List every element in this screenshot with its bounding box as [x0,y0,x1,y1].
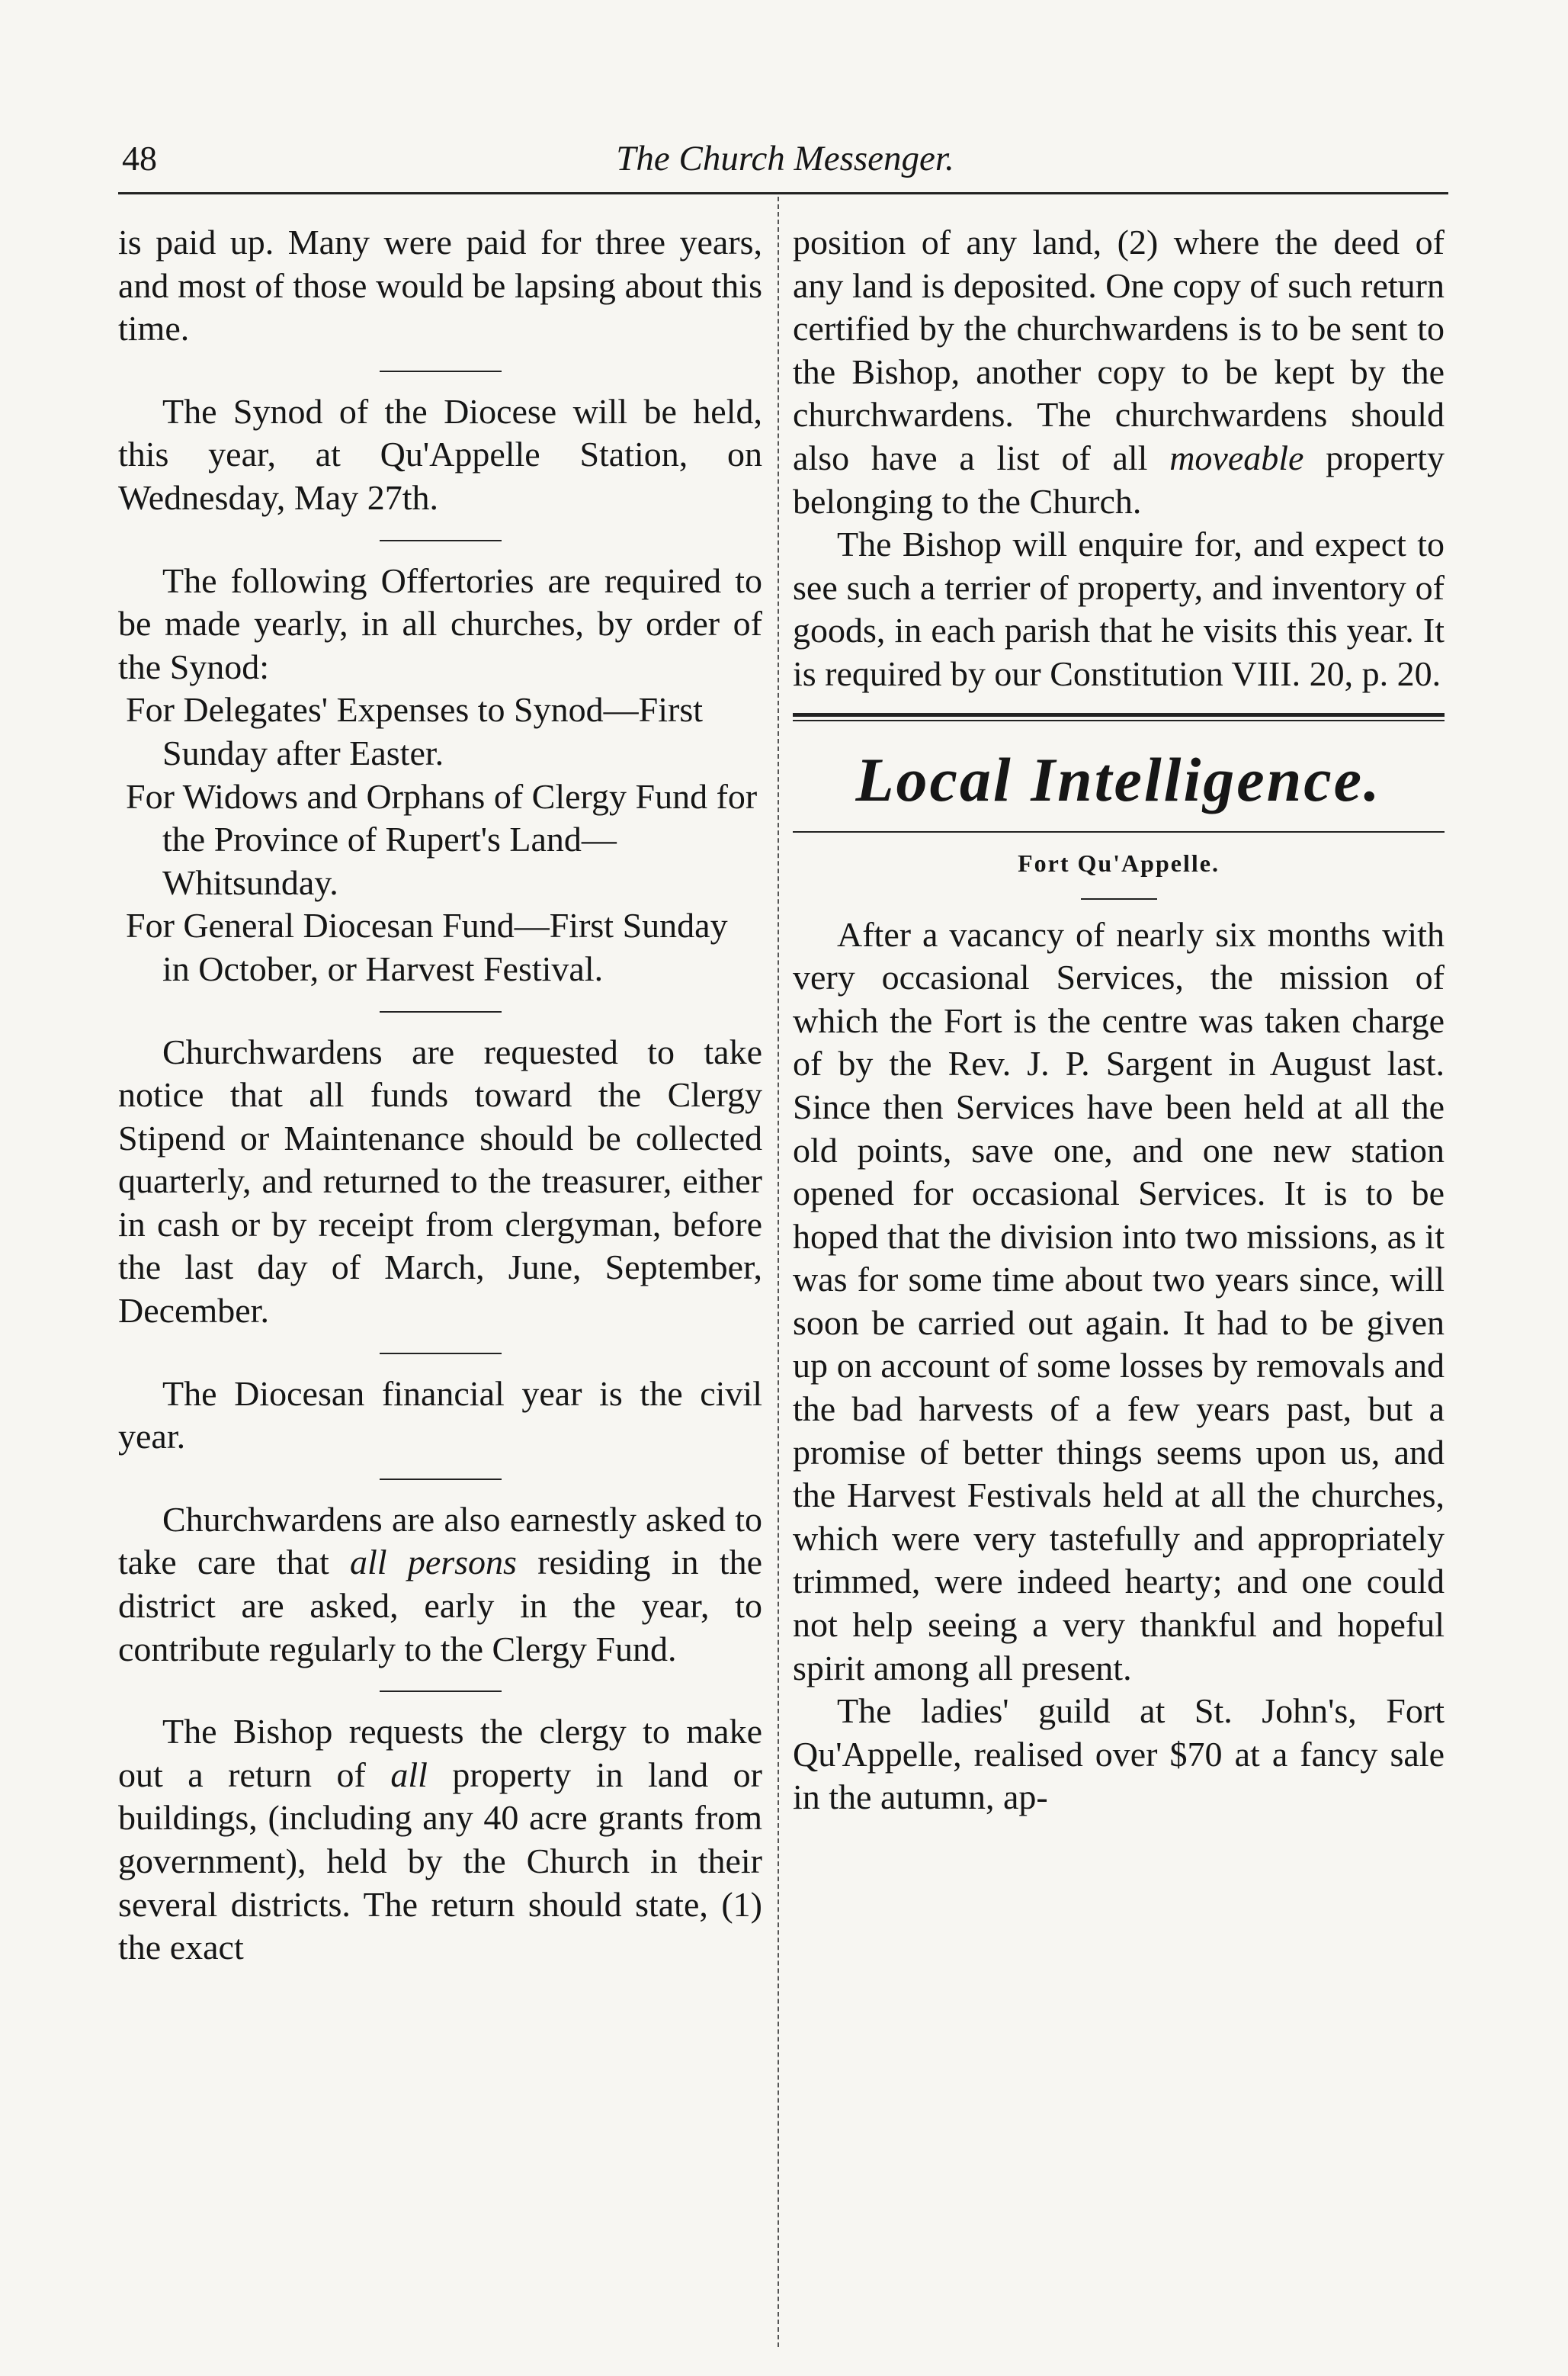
paragraph-churchwardens-funds: Churchwardens are requested to take notice that all funds toward the Clergy Stipend or Maintenance should be collected quarterly, and returned to the treasurer, either in cash or by receipt from clergyman, before the last day of March, June, September, December. [118,1032,762,1331]
text-run: The Bishop requests the clergy to make out a return of [118,1712,762,1794]
page-header [122,136,1448,189]
text-run: position of any land, (2) where the deed of any land is deposited. One copy of such return certified by the churchwardens is to be sent to the Bishop, another copy to be kept by the churchwardens. The churchwardens should also have a list of all [793,223,1445,477]
separator-rule [380,1690,502,1692]
paragraph-fort-report: After a vacancy of nearly six months with very occasional Services, the mission of which the Fort is the centre was taken charge of by the Rev. J. P. Sargent in August last. Since then Services have been held at all the old points, save one, and one new station opened for occasional Services. It is to be hoped that the division into two missions, as it was for some time about two years since, will soon be carried out again. It had to be given up on account of some losses by removals and the bad harvests of a few years past, but a promise of better things seems upon us, and the Harvest Festivals held at all the churches, which were very tastefully and appropriately trimmed, were indeed hearty; and one could not help seeing a very thankful and hopeful spirit among all present. [793,914,1445,1687]
section-heading: Local Intelligence. [855,744,1382,814]
separator-rule [380,1479,502,1480]
thick-rule [793,713,1445,717]
offertory-item: For Delegates' Expenses to Synod—First Sunday after Easter. [126,690,704,772]
paragraph-paid-up: is paid up. Many were paid for three years, and most of those would be lapsing about this time. [118,223,762,348]
separator-rule [380,371,502,372]
text-run: Churchwardens are also earnestly asked to take care that [118,1499,762,1582]
place-heading: Fort Qu'Appelle. [1018,849,1220,877]
paragraph-synod: The Synod of the Diocese will be held, this year, at Qu'Appelle Station, on Wednesday, May 27th. [118,391,762,517]
paragraph-bishop-enquire: The Bishop will enquire for, and expect to see such a terrier of property, and inventory of goods, in each parish that he visits this year. It is required by our Constitution VIII. 20, p. 20. [793,525,1445,693]
separator-rule [380,1353,502,1354]
emphasis-text: all [390,1755,428,1794]
paragraph-offertories-intro: The following Offertories are required to be made yearly, in all churches, by order of the Synod: [118,560,762,686]
paragraph-clergy-fund [118,1498,762,1671]
separator-rule [1081,898,1157,900]
separator-rule [380,540,502,541]
thin-rule [793,720,1445,721]
paragraph-property-return [118,1710,762,1970]
header-rule [118,192,1448,194]
left-column [118,221,762,1970]
paragraph-ladies-guild: The ladies' guild at St. John's, Fort Qu'Appelle, realised over $70 at a fancy sale in the autumn, ap- [793,1691,1445,1817]
offertory-item: For General Diocesan Fund—First Sunday in October, or Harvest Festival. [126,906,728,988]
offertory-item: For Widows and Orphans of Clergy Fund for the Province of Rupert's Land—Whitsunday. [126,776,758,902]
page-number: 48 [122,139,157,178]
text-run: residing in the district are asked, early in the year, to contribute regularly to the Clergy Fund. [118,1543,762,1668]
emphasis-text: moveable [1169,438,1304,477]
separator-rule [380,1011,502,1013]
text-run: property in land or buildings, (including any 40 acre grants from government), held by the Church in their several districts. The return should state, (1) the exact [118,1755,762,1967]
running-title: The Church Messenger. [616,139,954,178]
heading-rule [793,831,1445,833]
paragraph-property-continued [793,221,1445,523]
right-column [793,221,1445,1819]
emphasis-text: all persons [350,1543,517,1582]
section-rules [793,713,1445,721]
text-run: property belonging to the Church. [793,438,1445,521]
column-divider [778,197,779,2347]
paragraph-financial-year: The Diocesan financial year is the civil year. [118,1373,762,1456]
